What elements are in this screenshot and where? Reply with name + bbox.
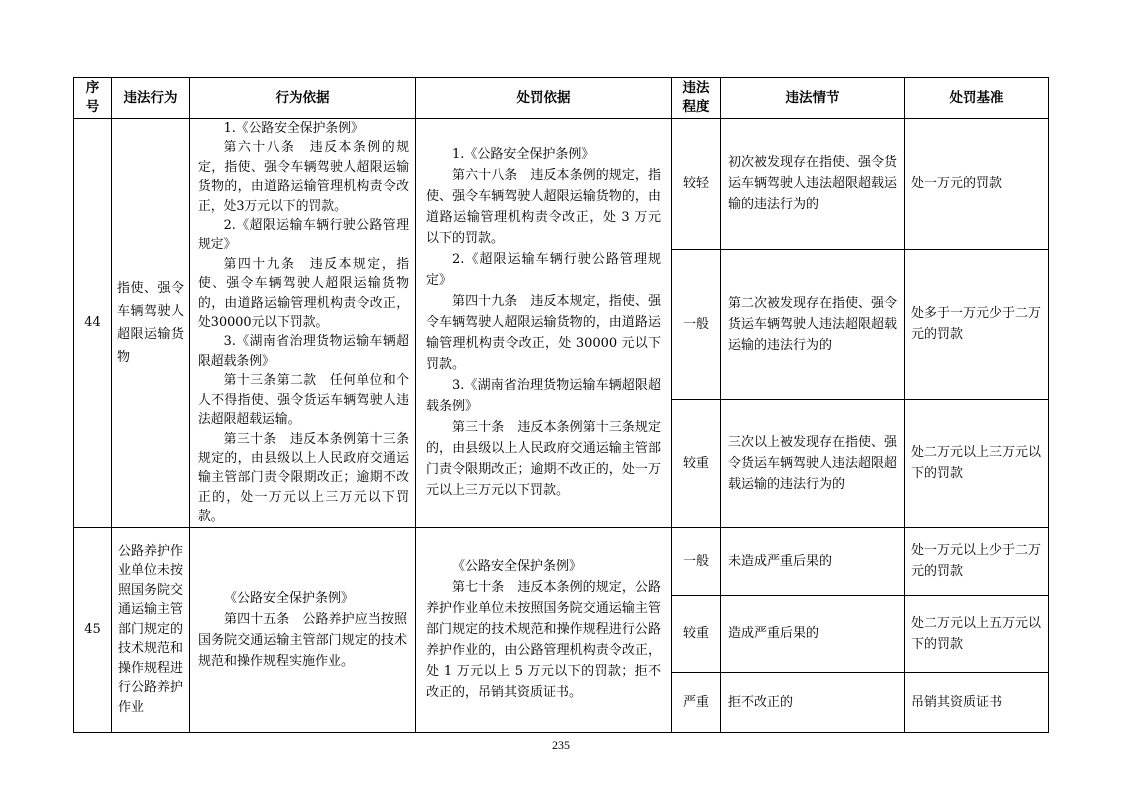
penalty-basis-line: 第四十九条 违反本规定，指使、强令车辆驾驶人超限运输货物的，由道路运输管理机构责令改正，处 30000 元以下罚款。 xyxy=(426,294,661,373)
basis-line: 《公路安全保护条例》 xyxy=(224,590,355,606)
header-standard: 处罚基准 xyxy=(905,78,1049,119)
basis-line: 第十三条第二款 任何单位和个人不得指使、强令货运车辆驾驶人违法超限超载运输。 xyxy=(198,373,409,428)
degree-cell: 严重 xyxy=(672,672,721,732)
penalty-basis-line: 第六十八条 违反本条例的规定，指使、强令车辆驾驶人超限运输货物的，由道路运输管理机构责令改正，处 3 万元以下的罚款。 xyxy=(426,168,661,247)
header-circumstance: 违法情节 xyxy=(721,78,905,119)
header-degree: 违法程度 xyxy=(672,78,721,119)
degree-cell: 较重 xyxy=(672,595,721,672)
standard-cell: 处二万元以上三万元以下的罚款 xyxy=(905,400,1049,527)
row-penalty-basis xyxy=(416,119,672,528)
penalty-basis-line: 《公路安全保护条例》 xyxy=(452,559,583,575)
row-act: 公路养护作业单位未按照国务院交通运输主管部门规定的技术规范和操作规程进行公路养护作业 xyxy=(112,527,190,732)
row-basis xyxy=(190,527,416,732)
circumstance-cell: 未造成严重后果的 xyxy=(721,527,905,595)
basis-line: 第三十条 违反本条例第十三条规定的，由县级以上人民政府交通运输主管部门责令限期改正；逾期不改正的，处一万元以上三万元以下罚款。 xyxy=(198,431,409,525)
penalty-basis-line: 1.《公路安全保护条例》 xyxy=(452,147,595,163)
degree-cell: 一般 xyxy=(672,249,721,399)
header-penalty-basis: 处罚依据 xyxy=(416,78,672,119)
standard-cell: 处二万元以上五万元以下的罚款 xyxy=(905,595,1049,672)
row-seq: 45 xyxy=(74,527,112,732)
basis-line: 2.《超限运输车辆行驶公路管理规定》 xyxy=(198,218,409,253)
basis-line: 第四十九条 违反本规定，指使、强令车辆驾驶人超限运输货物的，由道路运输管理机构责令改正，处30000元以下罚款。 xyxy=(198,256,409,331)
standard-cell: 吊销其资质证书 xyxy=(905,672,1049,732)
header-seq: 序号 xyxy=(74,78,112,119)
header-basis: 行为依据 xyxy=(190,78,416,119)
standard-cell: 处一万元以上少于二万元的罚款 xyxy=(905,527,1049,595)
basis-line: 1.《公路安全保护条例》 xyxy=(223,121,364,136)
circumstance-cell: 拒不改正的 xyxy=(721,672,905,732)
standard-cell: 处多于一万元少于二万元的罚款 xyxy=(905,249,1049,399)
penalty-basis-line: 第三十条 违反本条例第十三条规定的，由县级以上人民政府交通运输主管部门责令限期改正；逾期不改正的，处一万元以上三万元以下罚款。 xyxy=(426,420,661,499)
header-row xyxy=(74,78,1049,119)
circumstance-cell: 三次以上被发现存在指使、强令货运车辆驾驶人违法超限超载运输的违法行为的 xyxy=(721,400,905,527)
table-row xyxy=(74,527,1049,595)
circumstance-cell: 第二次被发现存在指使、强令货运车辆驾驶人违法超限超载运输的违法行为的 xyxy=(721,249,905,399)
row-penalty-basis xyxy=(416,527,672,732)
page-number: 235 xyxy=(552,738,570,752)
basis-line: 第四十五条 公路养护应当按照国务院交通运输主管部门规定的技术规范和操作规程实施作业。 xyxy=(198,611,407,669)
penalty-basis-line: 第七十条 违反本条例的规定，公路养护作业单位未按照国务院交通运输主管部门规定的技术规范和操作规程进行公路养护作业的，由公路管理机构责令改正，处 1 万元以上 5 万元以下的罚款；拒不改正的，吊销其资质证书。 xyxy=(426,580,661,701)
standard-cell: 处一万元的罚款 xyxy=(905,119,1049,250)
row-act: 指使、强令车辆驾驶人超限运输货物 xyxy=(112,119,190,528)
table-row xyxy=(74,119,1049,250)
degree-cell: 一般 xyxy=(672,527,721,595)
circumstance-cell: 造成严重后果的 xyxy=(721,595,905,672)
penalty-basis-line: 2.《超限运输车辆行驶公路管理规定》 xyxy=(426,252,661,289)
penalty-standards-table xyxy=(73,77,1049,733)
penalty-basis-line: 3.《湖南省治理货物运输车辆超限超载条例》 xyxy=(426,378,661,415)
row-seq: 44 xyxy=(74,119,112,528)
degree-cell: 较轻 xyxy=(672,119,721,250)
degree-cell: 较重 xyxy=(672,400,721,527)
basis-line: 3.《湖南省治理货物运输车辆超限超载条例》 xyxy=(198,334,409,369)
header-act: 违法行为 xyxy=(112,78,190,119)
row-basis xyxy=(190,119,416,528)
basis-line: 第六十八条 违反本条例的规定，指使、强令车辆驾驶人超限运输货物的，由道路运输管理机构责令改正，处3万元以下的罚款。 xyxy=(198,140,409,214)
circumstance-cell: 初次被发现存在指使、强令货运车辆驾驶人违法超限超载运输的违法行为的 xyxy=(721,119,905,250)
